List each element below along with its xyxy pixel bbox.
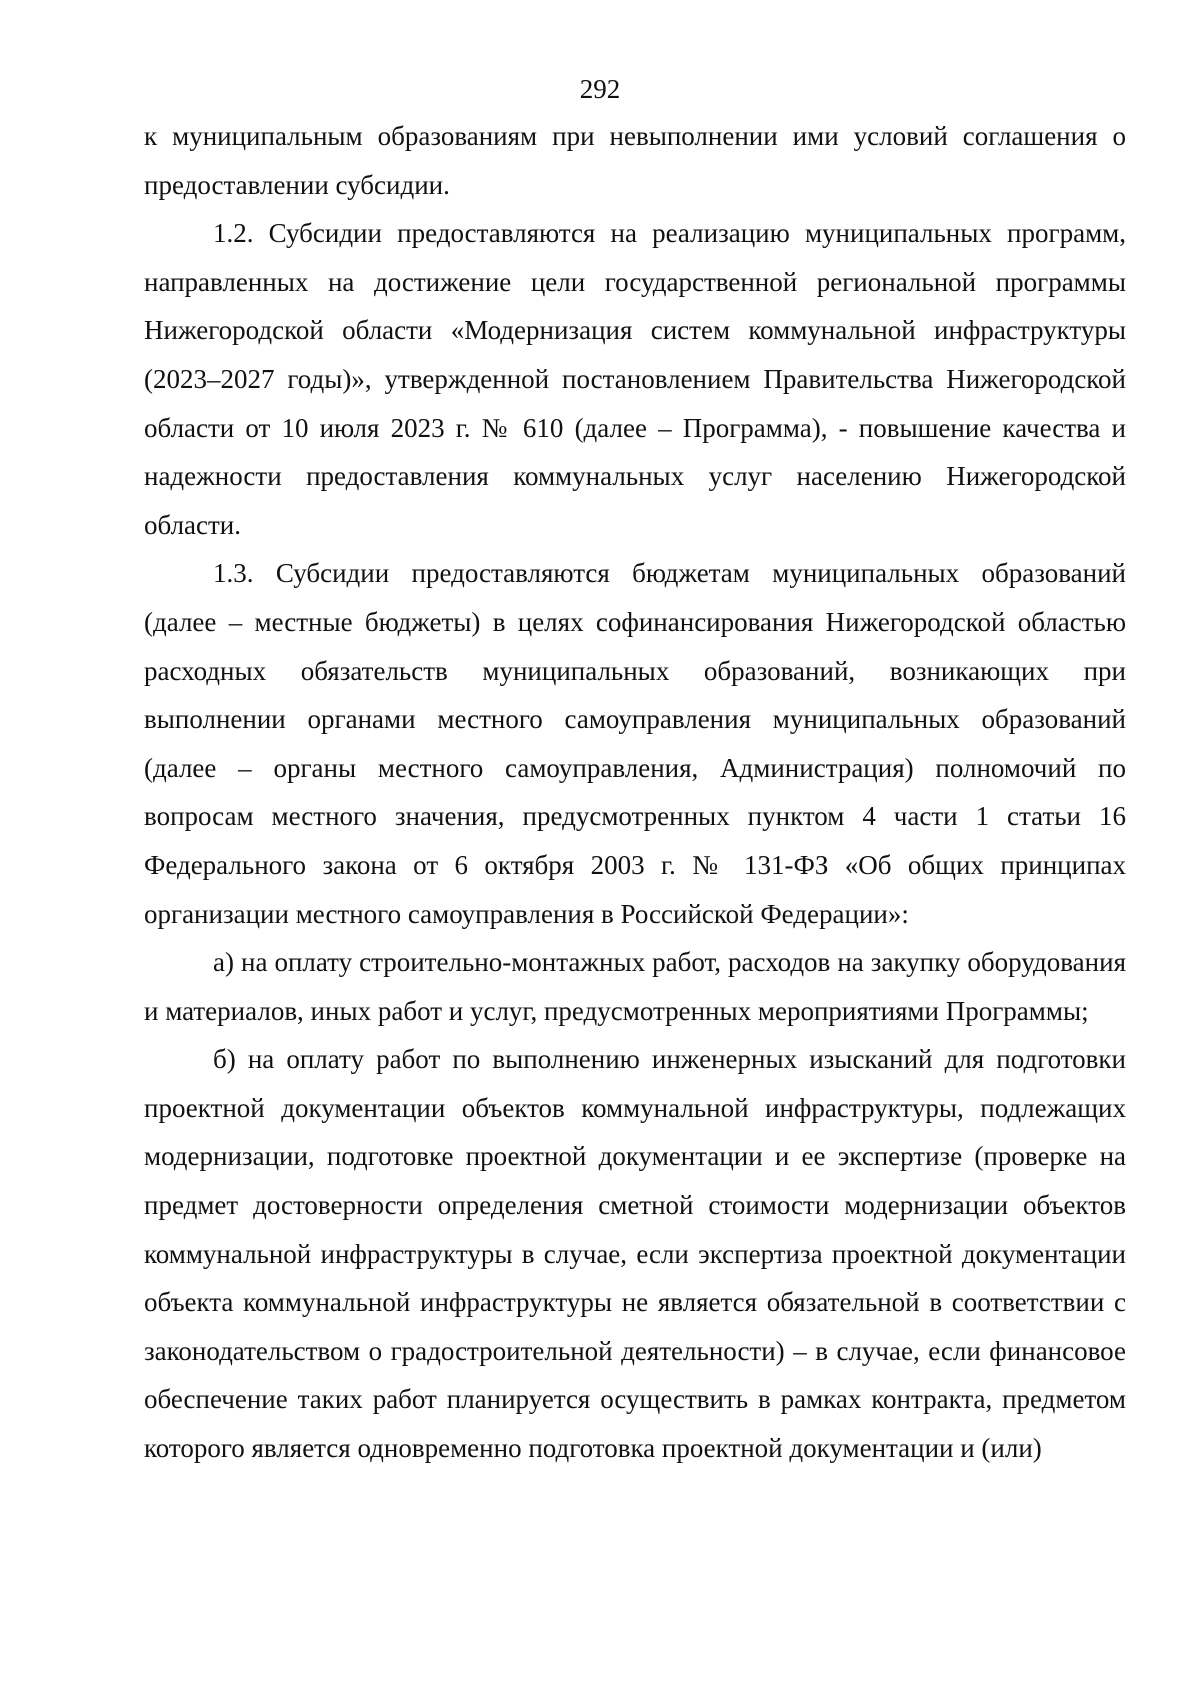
paragraph-clause-1-2: 1.2. Субсидии предоставляются на реализацию муниципальных программ, направленных на достижение цели государственной региональной программы Нижегородской области «Модернизация систем коммунальной инфраструктуры (2023–2027 годы)», утвержденной постановлением Правительства Нижегородской области от 10 июля 2023 г. № 610 (далее – Программа), - повышение качества и надежности предоставления коммунальных услуг населению Нижегородской области. — [144, 218, 1126, 540]
paragraph-clause-1-3: 1.3. Субсидии предоставляются бюджетам муниципальных образований (далее – местные бюджеты) в целях софинансирования Нижегородской областью расходных обязательств муниципальных образований, возникающих при выполнении органами местного самоуправления муниципальных образований (далее – органы местного самоуправления, Администрация) полномочий по вопросам местного значения, предусмотренных пунктом 4 части 1 статьи 16 Федерального закона от 6 октября 2003 г. № 131-ФЗ «Об общих принципах организации местного самоуправления в Российской Федерации»: — [144, 558, 1126, 929]
document-body — [144, 112, 1126, 1473]
paragraph-continuation: к муниципальным образованиям при невыполнении ими условий соглашения о предоставлении субсидии. — [144, 121, 1126, 200]
page-number: 292 — [579, 74, 621, 104]
paragraph-item-a: а) на оплату строительно-монтажных работ, расходов на закупку оборудования и материалов, иных работ и услуг, предусмотренных мероприятиями Программы; — [144, 947, 1126, 1026]
paragraph-item-b: б) на оплату работ по выполнению инженерных изысканий для подготовки проектной документации объектов коммунальной инфраструктуры, подлежащих модернизации, подготовке проектной документации и ее экспертизе (проверке на предмет достоверности определения сметной стоимости модернизации объектов коммунальной инфраструктуры в случае, если экспертиза проектной документации объекта коммунальной инфраструктуры не является обязательной в соответствии с законодательством о градостроительной деятельности) – в случае, если финансовое обеспечение таких работ планируется осуществить в рамках контракта, предметом которого является одновременно подготовка проектной документации и (или) — [144, 1044, 1126, 1464]
